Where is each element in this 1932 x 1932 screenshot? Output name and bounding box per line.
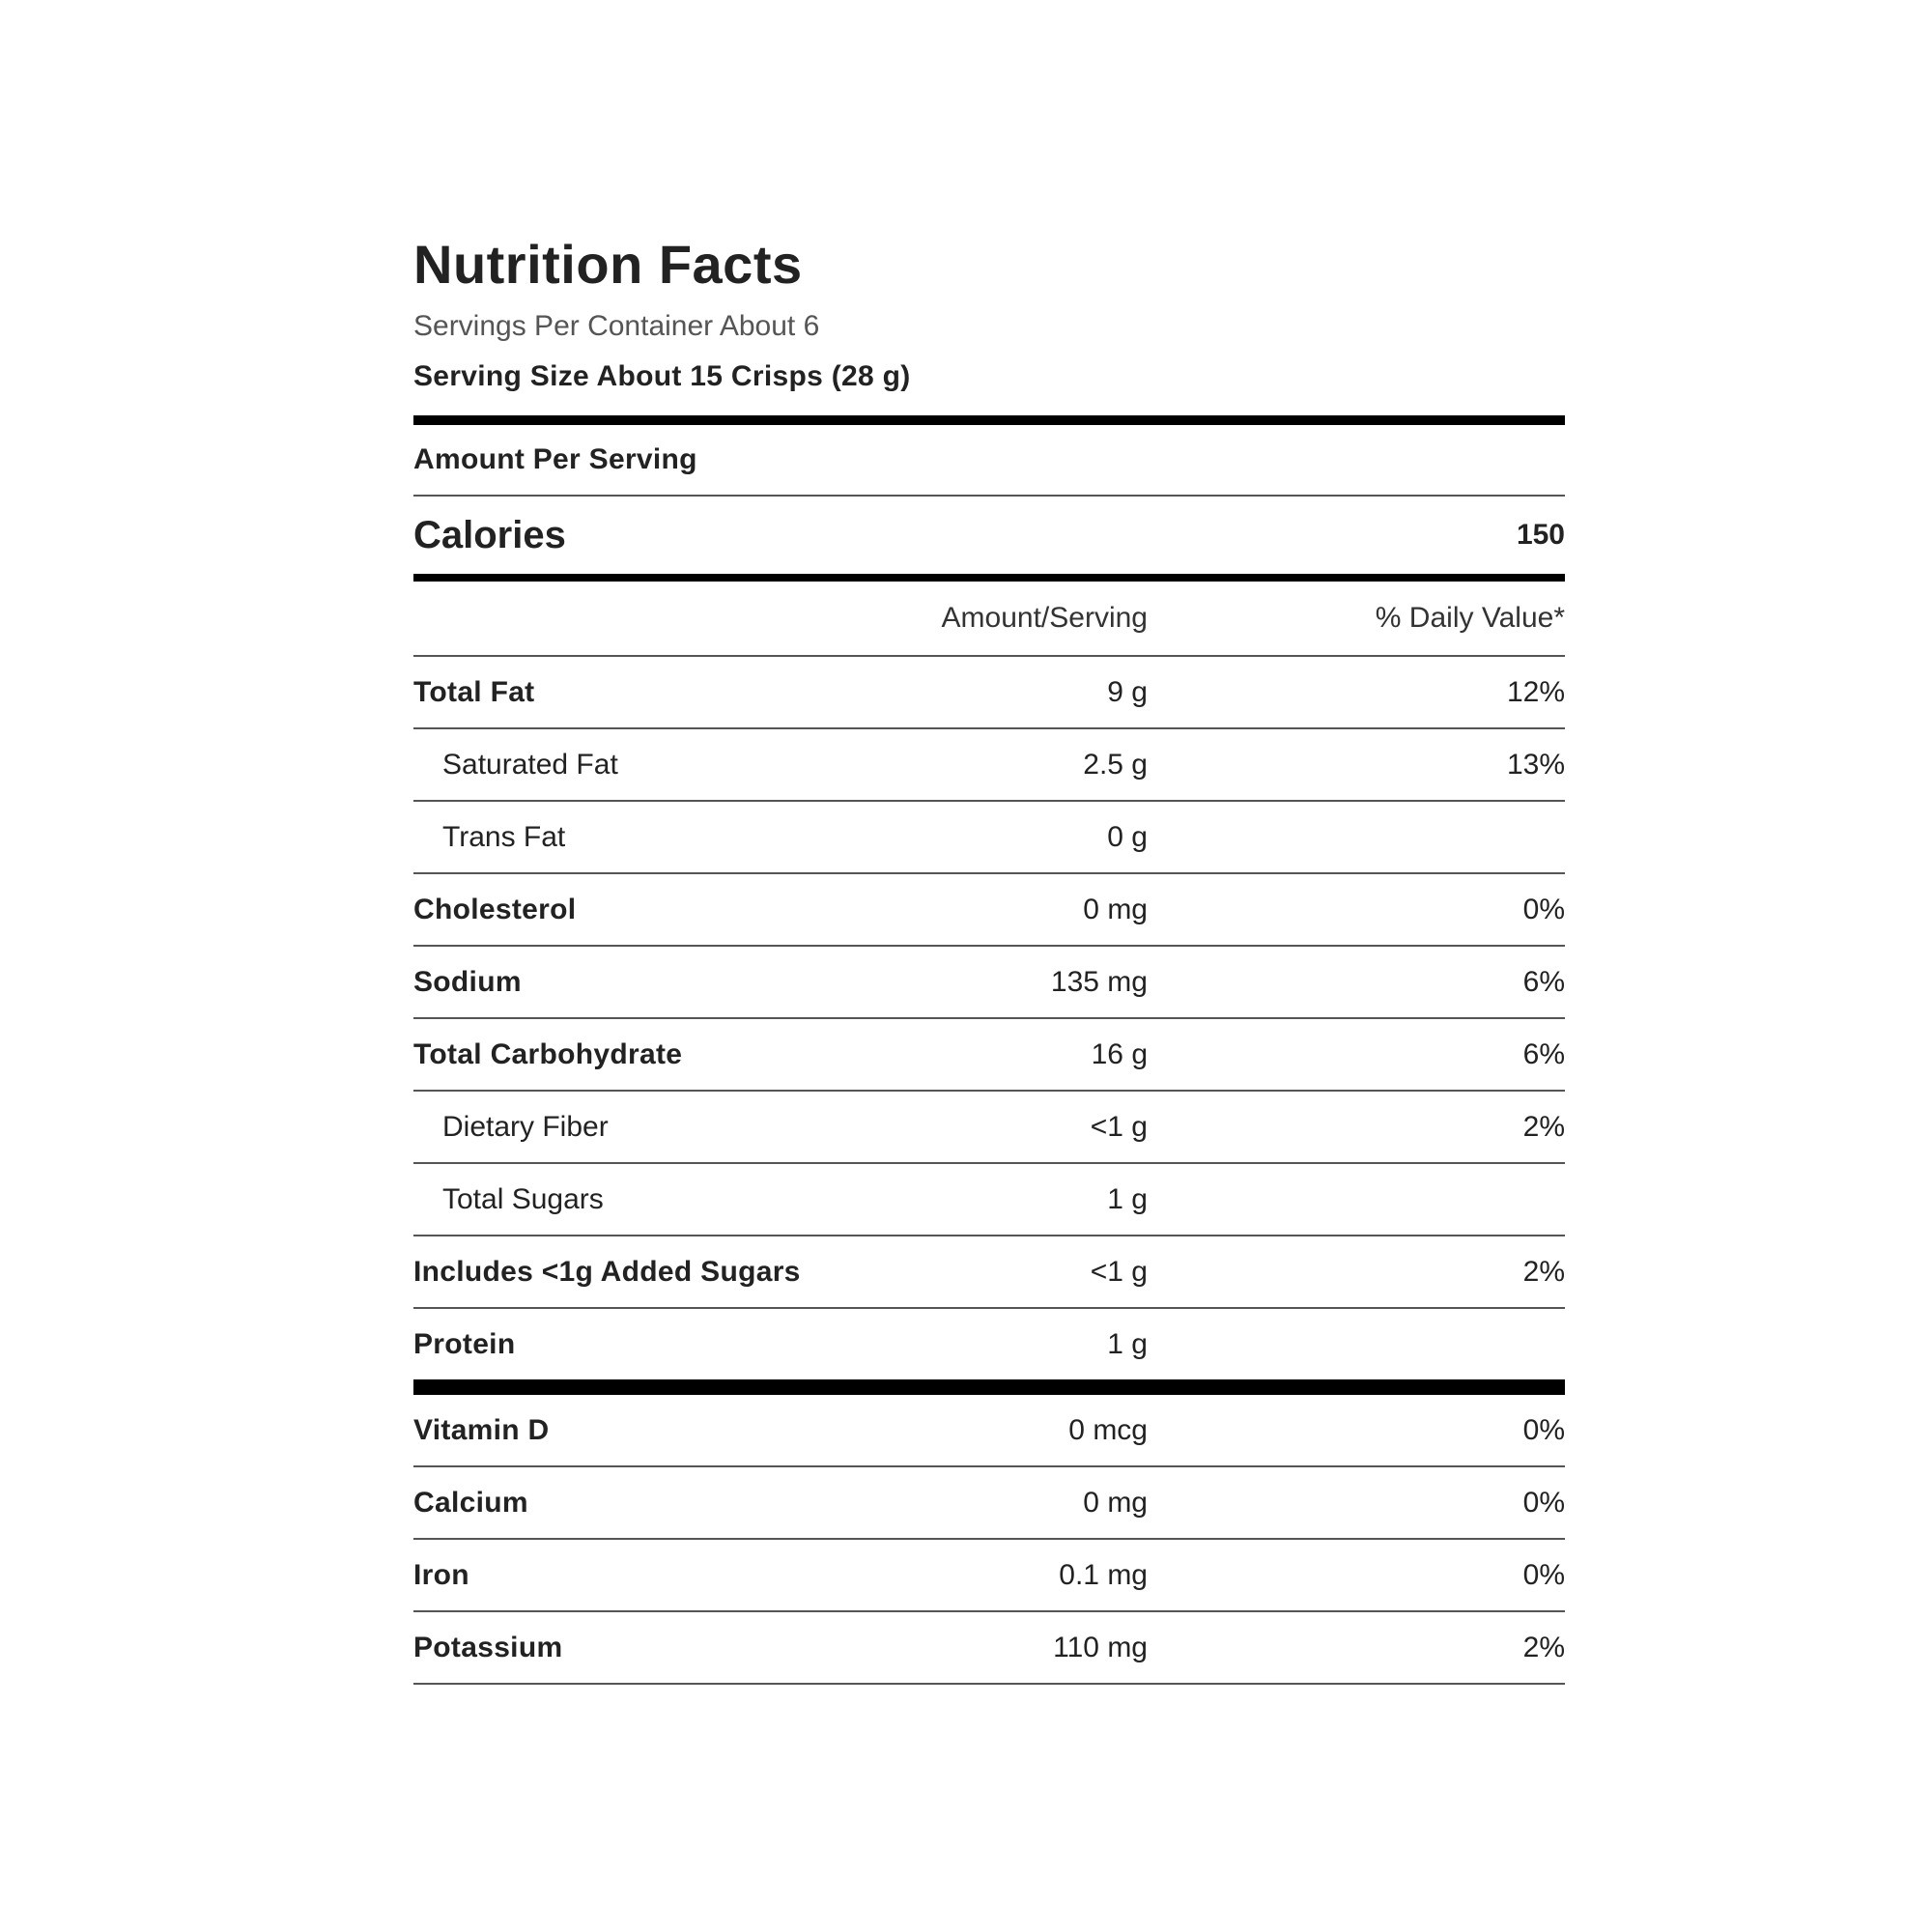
vitamin-name: Vitamin D: [413, 1413, 550, 1446]
vitamin-amount: 0.1 mg: [1059, 1558, 1148, 1591]
calories-label: Calories: [413, 513, 566, 556]
vitamin-amount: 0 mcg: [1068, 1413, 1148, 1446]
nutrient-daily-value: 0%: [1522, 893, 1565, 925]
nutrient-row: [413, 802, 1565, 872]
nutrient-row: [413, 874, 1565, 945]
nutrient-amount: 0 g: [1107, 820, 1148, 853]
nutrient-amount: 0 mg: [1083, 893, 1148, 925]
nutrition-facts-label: [413, 232, 1565, 1685]
nutrient-daily-value: 6%: [1522, 1037, 1565, 1070]
daily-value-column-header: % Daily Value*: [1375, 602, 1565, 634]
nutrient-name: Protein: [413, 1327, 516, 1360]
vitamin-daily-value: 0%: [1522, 1558, 1565, 1591]
nutrient-amount: 2.5 g: [1083, 748, 1148, 781]
amount-per-serving: Amount Per Serving: [413, 443, 697, 475]
vitamin-name: Calcium: [413, 1486, 528, 1519]
heavy-divider: [413, 1379, 1565, 1395]
vitamin-daily-value: 2%: [1522, 1631, 1565, 1663]
nutrient-row: [413, 947, 1565, 1017]
nutrient-daily-value: 2%: [1522, 1110, 1565, 1143]
nutrient-amount: 9 g: [1107, 675, 1148, 708]
vitamin-row: [413, 1540, 1565, 1610]
nutrient-name: Cholesterol: [413, 893, 577, 925]
nutrient-name: Sodium: [413, 965, 522, 998]
divider: [413, 1683, 1565, 1685]
nutrient-amount: <1 g: [1090, 1110, 1148, 1143]
nutrient-row: [413, 1309, 1565, 1379]
vitamin-row: [413, 1395, 1565, 1465]
medium-divider: [413, 574, 1565, 582]
servings-per-container: Servings Per Container About 6: [413, 310, 820, 342]
nutrient-amount: 1 g: [1107, 1327, 1148, 1360]
nutrient-name: Saturated Fat: [442, 748, 618, 781]
nutrient-amount: 135 mg: [1050, 965, 1148, 998]
amount-column-header: Amount/Serving: [941, 602, 1148, 634]
nutrient-name: Trans Fat: [442, 820, 566, 853]
nutrient-daily-value: 12%: [1506, 675, 1565, 708]
nutrient-name: Total Fat: [413, 675, 535, 708]
nutrient-name: Dietary Fiber: [442, 1110, 609, 1143]
thick-divider: [413, 415, 1565, 425]
serving-size: Serving Size About 15 Crisps (28 g): [413, 360, 911, 392]
nutrient-row: [413, 1019, 1565, 1090]
column-header-row: [413, 582, 1565, 655]
vitamin-daily-value: 0%: [1522, 1486, 1565, 1519]
vitamin-row: [413, 1467, 1565, 1538]
vitamin-daily-value: 0%: [1522, 1413, 1565, 1446]
vitamin-name: Potassium: [413, 1631, 563, 1663]
nutrient-row: [413, 729, 1565, 800]
vitamin-name: Iron: [413, 1558, 469, 1591]
label-title: Nutrition Facts: [413, 234, 803, 295]
nutrient-row: [413, 1164, 1565, 1235]
nutrient-name: Includes <1g Added Sugars: [413, 1255, 801, 1288]
nutrient-name: Total Carbohydrate: [413, 1037, 683, 1070]
nutrient-name: Total Sugars: [442, 1182, 604, 1215]
nutrient-row: [413, 1236, 1565, 1307]
nutrient-daily-value: 2%: [1522, 1255, 1565, 1288]
nutrient-daily-value: 6%: [1522, 965, 1565, 998]
vitamin-row: [413, 1612, 1565, 1683]
nutrient-daily-value: 13%: [1506, 748, 1565, 781]
nutrient-amount: 1 g: [1107, 1182, 1148, 1215]
nutrient-amount: <1 g: [1090, 1255, 1148, 1288]
calories-row: [413, 497, 1565, 574]
vitamin-amount: 0 mg: [1083, 1486, 1148, 1519]
nutrient-row: [413, 657, 1565, 727]
calories-value: 150: [1516, 519, 1565, 551]
nutrient-row: [413, 1092, 1565, 1162]
nutrient-amount: 16 g: [1091, 1037, 1148, 1070]
vitamin-amount: 110 mg: [1053, 1631, 1148, 1663]
